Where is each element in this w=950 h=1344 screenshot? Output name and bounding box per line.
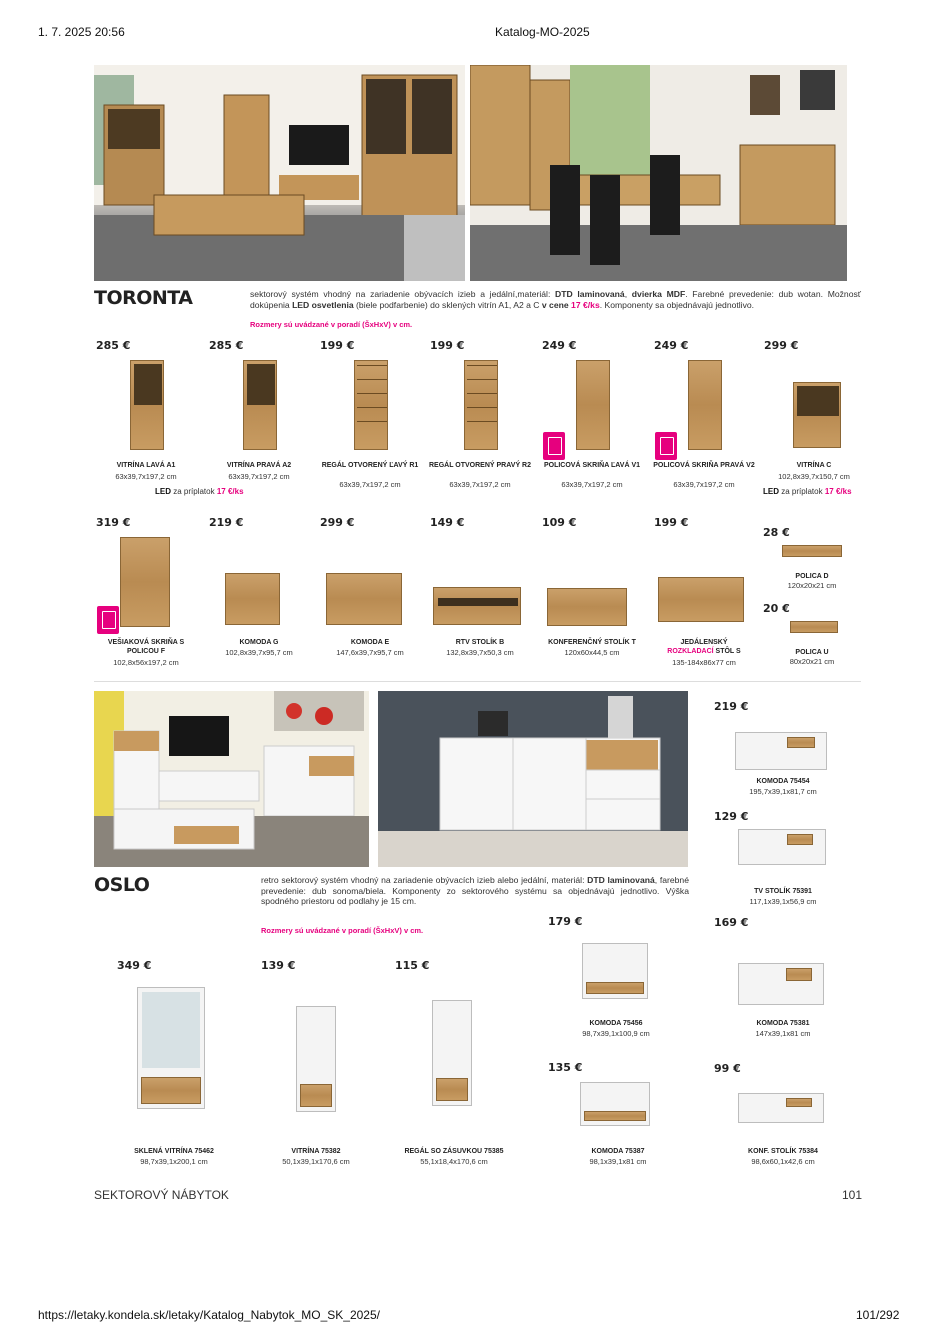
product-image — [433, 587, 521, 625]
product-price: 169 € — [714, 916, 749, 929]
product-name: KOMODA 75454 — [756, 778, 810, 785]
product-dimensions: 102,8x56x197,2 cm — [113, 658, 179, 667]
product-image — [738, 963, 824, 1005]
product-dimensions: 117,1x39,1x56,9 cm — [749, 897, 817, 906]
product-price: 319 € — [96, 516, 131, 529]
shelf-line — [467, 365, 497, 366]
product-image — [243, 360, 277, 450]
led-label: LED — [155, 487, 171, 496]
product-name: VITRÍNA 75382 — [291, 1148, 341, 1155]
section-divider — [94, 681, 861, 682]
led-badge-icon — [97, 606, 119, 634]
led-badge-icon — [543, 432, 565, 460]
product-name: VITRÍNA LAVÁ A1 — [116, 462, 176, 469]
product-dimensions: 98,1x39,1x81 cm — [589, 1157, 647, 1166]
product-price: 115 € — [395, 959, 430, 972]
product-image — [464, 360, 498, 450]
oslo-living-room-photo — [94, 691, 369, 867]
product-price: 249 € — [654, 339, 689, 352]
name-end: STÔL S — [715, 648, 741, 655]
product-name: KOMODA 75387 — [591, 1148, 645, 1155]
page-url[interactable]: https://letaky.kondela.sk/letaky/Katalog_Nabytok_MO_SK_2025/ — [38, 1308, 380, 1322]
glass-door — [247, 364, 275, 405]
product-dimensions: 63x39,7x197,2 cm — [115, 472, 177, 481]
product-price: 219 € — [209, 516, 244, 529]
product-image — [120, 537, 170, 627]
product-price: 249 € — [542, 339, 577, 352]
product-image — [793, 382, 841, 448]
print-title: Katalog-MO-2025 — [495, 25, 590, 39]
toronta-living-room-photo — [94, 65, 465, 281]
product-dimensions: 147x39,1x81 cm — [755, 1029, 811, 1038]
oak-drawer — [786, 968, 812, 981]
product-image — [580, 1082, 650, 1126]
product-price: 349 € — [117, 959, 152, 972]
product-name: VITRÍNA C — [796, 462, 832, 469]
shelf-line — [467, 421, 497, 422]
product-name: SKLENÁ VITRÍNA 75462 — [134, 1148, 214, 1155]
shelf-line — [357, 407, 387, 408]
product-name — [650, 638, 758, 656]
product-dimensions: 132,8x39,7x50,3 cm — [446, 648, 514, 657]
product-name: POLICOVÁ SKRIŇA ĽAVÁ V1 — [543, 462, 641, 469]
product-dimensions: 80x20x21 cm — [789, 657, 835, 666]
led-price: 17 €/ks — [216, 487, 244, 496]
product-image — [432, 1000, 472, 1106]
glass-door — [797, 386, 839, 416]
led-text: za príplatok — [173, 487, 215, 496]
product-price: 299 € — [764, 339, 799, 352]
product-dimensions: 50,1x39,1x170,6 cm — [282, 1157, 350, 1166]
shelf-line — [467, 407, 497, 408]
product-name: RTV STOLÍK B — [455, 639, 505, 646]
product-dimensions: 135-184x86x77 cm — [672, 658, 736, 667]
product-image — [790, 621, 838, 633]
product-price: 109 € — [542, 516, 577, 529]
product-price: 199 € — [430, 339, 465, 352]
toronta-dimensions-note: Rozmery sú uvádzané v poradí (ŠxHxV) v cm. — [250, 320, 413, 329]
product-dimensions: 195,7x39,1x81,7 cm — [749, 787, 817, 796]
product-image — [582, 943, 648, 999]
product-dimensions: 102,8x39,7x150,7 cm — [778, 472, 850, 481]
product-dimensions: 55,1x18,4x170,6 cm — [420, 1157, 488, 1166]
toronta-brand: TORONTA — [94, 287, 193, 309]
product-image — [225, 573, 280, 625]
toronta-dining-room-photo — [470, 65, 847, 281]
product-dimensions: 147,6x39,7x95,7 cm — [336, 648, 404, 657]
led-label: LED — [763, 487, 779, 496]
oak-drawer — [141, 1077, 201, 1104]
product-image — [782, 545, 842, 557]
product-image — [658, 577, 744, 622]
product-image — [738, 829, 826, 865]
product-dimensions: 63x39,7x197,2 cm — [561, 480, 623, 489]
product-image — [738, 1093, 824, 1123]
product-price: 20 € — [763, 602, 790, 615]
product-name: KOMODA 75381 — [756, 1020, 810, 1027]
product-image — [326, 573, 402, 625]
led-price: 17 €/ks — [824, 487, 852, 496]
led-surcharge-note — [155, 487, 244, 496]
oak-drawer — [436, 1078, 468, 1101]
product-dimensions: 120x20x21 cm — [787, 581, 837, 590]
product-price: 135 € — [548, 1061, 583, 1074]
product-price: 285 € — [96, 339, 131, 352]
product-dimensions: 98,7x39,1x100,9 cm — [582, 1029, 650, 1038]
oak-drawer — [300, 1084, 332, 1107]
oak-drawer — [786, 1098, 812, 1107]
name-pink: ROZKLADACÍ — [667, 648, 714, 655]
print-datetime: 1. 7. 2025 20:56 — [38, 25, 125, 39]
product-name: POLICA U — [795, 649, 829, 656]
product-dimensions: 98,7x39,1x200,1 cm — [140, 1157, 208, 1166]
product-price: 139 € — [261, 959, 296, 972]
product-name: POLICOVÁ SKRIŇA PRAVÁ V2 — [653, 462, 755, 469]
oslo-dimensions-note: Rozmery sú uvádzané v poradí (ŠxHxV) v cm. — [261, 926, 424, 935]
product-price: 219 € — [714, 700, 749, 713]
led-badge-icon — [655, 432, 677, 460]
product-dimensions: 98,6x60,1x42,6 cm — [751, 1157, 815, 1166]
product-dimensions: 102,8x39,7x95,7 cm — [225, 648, 293, 657]
product-price: 99 € — [714, 1062, 741, 1075]
product-dimensions: 120x60x44,5 cm — [564, 648, 620, 657]
product-price: 199 € — [320, 339, 355, 352]
led-text: za príplatok — [781, 487, 823, 496]
product-name: VEŠIAKOVÁ SKRIŇA S POLICOU F — [107, 639, 185, 655]
oak-drawer — [586, 982, 644, 994]
product-dimensions: 63x39,7x197,2 cm — [228, 472, 290, 481]
oak-drawer — [787, 737, 815, 748]
product-name: REGÁL OTVORENÝ ĽAVÝ R1 — [321, 462, 419, 469]
product-name: REGÁL OTVORENÝ PRAVÝ R2 — [428, 462, 532, 469]
product-name: TV STOLÍK 75391 — [754, 888, 812, 895]
dark-strip — [438, 598, 518, 606]
product-name: KOMODA G — [239, 639, 279, 646]
shelf-line — [357, 421, 387, 422]
led-surcharge-note — [763, 487, 852, 496]
oslo-brand: OSLO — [94, 874, 150, 896]
oslo-sideboard-photo — [378, 691, 688, 867]
product-name: KONFERENČNÝ STOLÍK T — [548, 639, 636, 646]
product-price: 28 € — [763, 526, 790, 539]
name-part: JEDÁLENSKÝ — [680, 639, 728, 646]
shelf-line — [357, 365, 387, 366]
glass-door — [134, 364, 162, 405]
product-image — [130, 360, 164, 450]
shelf-line — [357, 379, 387, 380]
section-title: SEKTOROVÝ NÁBYTOK — [94, 1188, 229, 1202]
product-name: KONF. STOLÍK 75384 — [748, 1148, 818, 1155]
product-image — [354, 360, 388, 450]
product-image — [576, 360, 610, 450]
product-dimensions: 63x39,7x197,2 cm — [449, 480, 511, 489]
shelf-line — [467, 379, 497, 380]
product-price: 285 € — [209, 339, 244, 352]
product-image — [547, 588, 627, 626]
product-image — [137, 987, 205, 1109]
product-dimensions: 63x39,7x197,2 cm — [339, 480, 401, 489]
product-name: VITRÍNA PRAVÁ A2 — [226, 462, 292, 469]
product-name: KOMODA E — [350, 639, 390, 646]
product-price: 129 € — [714, 810, 749, 823]
product-name: REGÁL SO ZÁSUVKOU 75385 — [404, 1148, 504, 1155]
product-name: KOMODA 75456 — [589, 1020, 643, 1027]
product-image — [735, 732, 827, 770]
product-price: 179 € — [548, 915, 583, 928]
product-price: 299 € — [320, 516, 355, 529]
oak-drawer — [787, 834, 813, 845]
shelf-line — [357, 393, 387, 394]
shelf-line — [467, 393, 497, 394]
glass-door — [142, 992, 200, 1068]
product-image — [688, 360, 722, 450]
oak-drawer — [584, 1111, 646, 1121]
product-price: 149 € — [430, 516, 465, 529]
page-number: 101 — [842, 1188, 863, 1202]
toronta-description: sektorový systém vhodný na zariadenie obývacích izieb a jedální,materiál: DTD laminovaná, dvierka MDF. Farebné prevedenie: dub wotan. Možnosť dokúpenia LED osvetlenia (biele podfarbenie) do sklených vitrín A1, A2 a C v cene 17 €/ks. Komponenty sa objednávajú jednotlivo. — [250, 289, 862, 310]
oslo-description: retro sektorový systém vhodný na zariadenie obývacích izieb alebo jedální, materiál: DTD laminovaná, farebné prevedenie: dub sonoma/biela. Komponenty zo sektorového systému sa objednávajú jednotlivo. Výška spodného priestoru od podlahy je 15 cm. — [261, 875, 689, 906]
product-name: POLICA D — [795, 573, 829, 580]
product-dimensions: 63x39,7x197,2 cm — [673, 480, 735, 489]
product-image — [296, 1006, 336, 1112]
product-price: 199 € — [654, 516, 689, 529]
page-count: 101/292 — [856, 1308, 900, 1322]
